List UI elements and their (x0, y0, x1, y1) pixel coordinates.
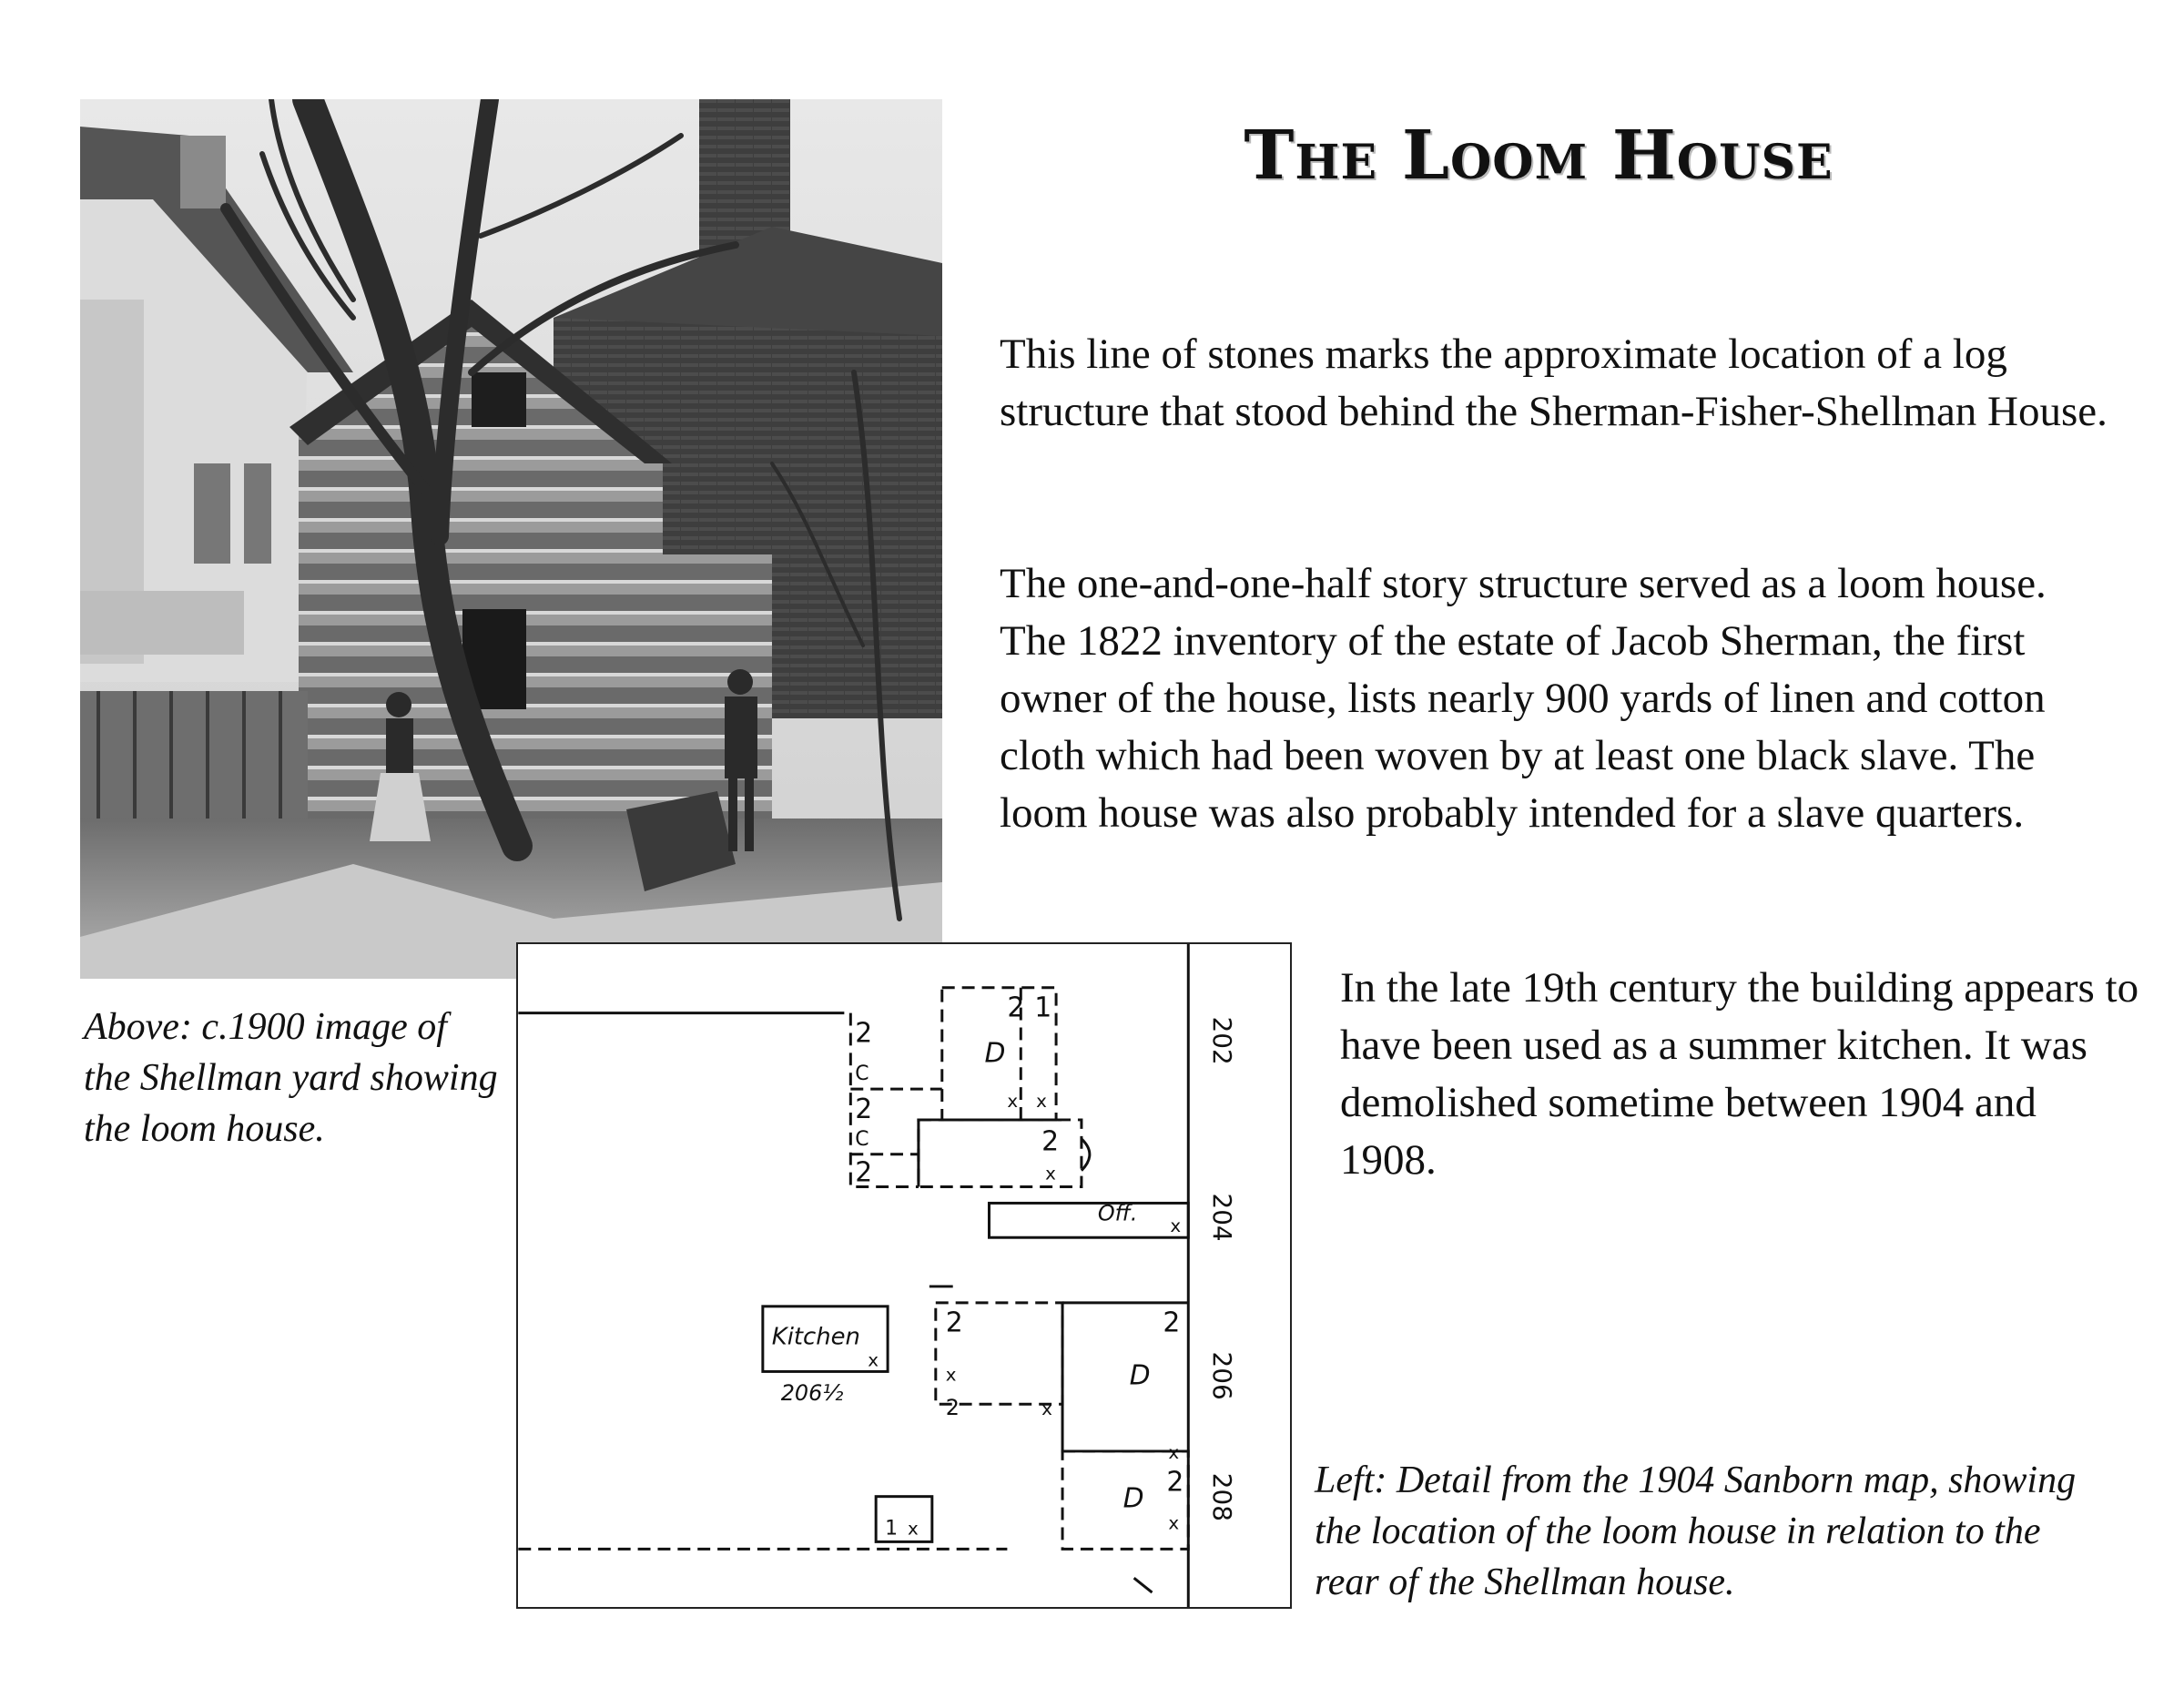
map-story-mark: 2 (1007, 991, 1025, 1024)
map-story-mark: 2 (855, 1093, 873, 1125)
map-frame-mark: x (1168, 1441, 1180, 1463)
map-story-mark: 2 (855, 1017, 873, 1050)
history-paragraph: The one-and-one-half story structure served as a loom house. The 1822 inventory of the estate of Jacob Sherman, the first owner of the house, lists nearly 900 yards of linen and cotton cloth which had been woven by at least one black slave. The loom house was also probably intended for a slave quarters. (1000, 560, 2047, 837)
historic-photo (80, 99, 942, 979)
map-frame-mark: x (1170, 1215, 1182, 1237)
map-kitchen-number: 206½ (780, 1380, 844, 1407)
map-frame-mark: x (945, 1364, 957, 1386)
map-dwelling-mark: D (1122, 1482, 1144, 1515)
map-stable-mark: C (855, 1127, 869, 1151)
map-frame-mark: x (1168, 1512, 1180, 1534)
map-frame-mark: x (1041, 1398, 1052, 1420)
map-caption: Left: Detail from the 1904 Sanborn map, showing the location of the loom house in relation to the rear of the Shellman house. (1315, 1459, 2077, 1603)
map-frame-mark: x (907, 1518, 919, 1540)
map-frame-mark: x (1036, 1091, 1047, 1113)
map-story-mark: 2 (945, 1395, 960, 1421)
map-story-mark: 2 (945, 1307, 963, 1339)
photo-caption: Above: c.1900 image of the Shellman yard showing the loom house. (84, 1006, 498, 1150)
map-story-mark: 2 (1163, 1307, 1181, 1339)
street-number-206: 206 (1207, 1351, 1238, 1400)
map-frame-mark: x (868, 1349, 879, 1371)
map-story-mark: 2 (1166, 1466, 1184, 1499)
map-kitchen-label: Kitchen (771, 1323, 860, 1351)
map-story-mark: 2 (855, 1156, 873, 1189)
map-story-mark: 1 (885, 1517, 899, 1541)
sanborn-map (518, 944, 1290, 1607)
intro-paragraph: This line of stones marks the approximate location of a log structure that stood behind the Sherman-Fisher-Shellman House. (1000, 330, 2108, 435)
sanborn-map-detail (516, 942, 1292, 1609)
street-number-208: 208 (1207, 1472, 1238, 1521)
map-story-mark: 1 (1034, 991, 1052, 1024)
map-dwelling-mark: D (1129, 1359, 1151, 1392)
map-stable-mark: C (855, 1063, 869, 1086)
street-number-204: 204 (1207, 1193, 1238, 1242)
demolition-paragraph: In the late 19th century the building appears to have been used as a summer kitchen. It was demolished sometime between 1904 and 1908. (1340, 964, 2139, 1184)
map-dwelling-mark: D (984, 1037, 1006, 1070)
page-title: The Loom House (1244, 117, 1834, 195)
street-number-202: 202 (1207, 1016, 1238, 1065)
map-frame-mark: x (1045, 1163, 1056, 1185)
map-story-mark: 2 (1041, 1125, 1060, 1158)
map-office-label: Off. (1097, 1200, 1138, 1226)
map-frame-mark: x (1007, 1091, 1019, 1113)
loom-house-photo (80, 99, 942, 979)
